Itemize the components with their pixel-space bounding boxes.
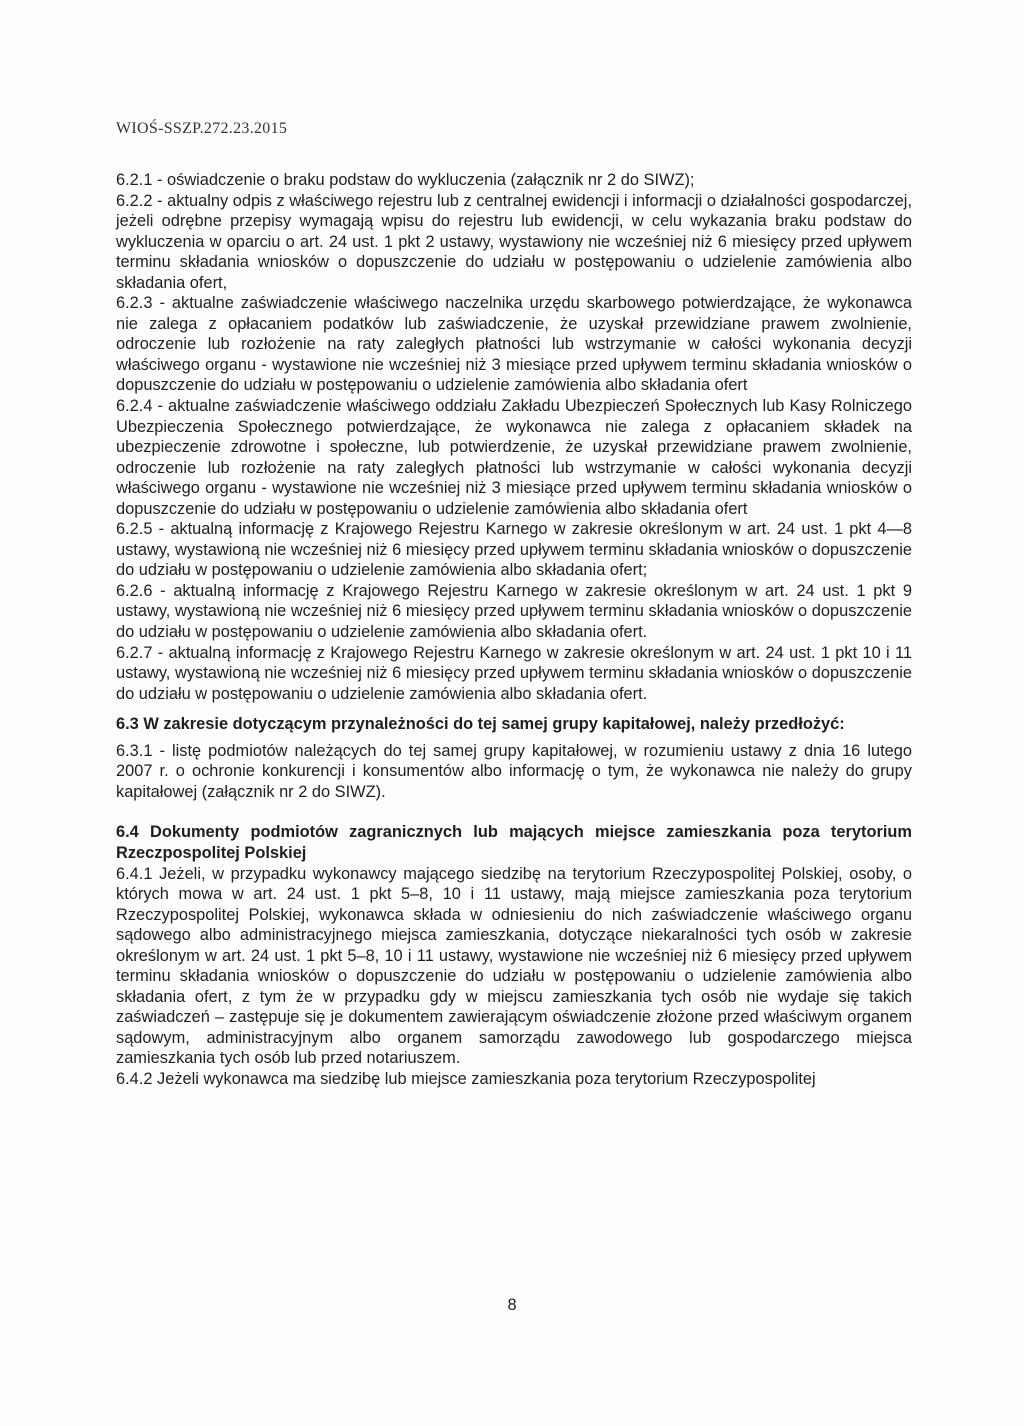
paragraph-6-2-7: 6.2.7 - aktualną informację z Krajowego Rejestru Karnego w zakresie określonym w art. 24 ust. 1 pkt 10 i 11 ustawy, wystawioną nie wcześniej niż 6 miesięcy przed upływem terminu składania wniosków o dopuszczenie do udziału w postępowaniu o udzielenie zamówienia albo składania ofert. — [116, 643, 912, 703]
page-number: 8 — [507, 1296, 517, 1314]
paragraph-6-3-1: 6.3.1 - listę podmiotów należących do tej samej grupy kapitałowej, w rozumieniu ustawy z dnia 16 lutego 2007 r. o ochronie konkurencji i konsumentów albo informację o tym, że wykonawca nie należy do grupy kapitałowej (załącznik nr 2 do SIWZ). — [116, 741, 912, 801]
document-reference: WIOŚ-SSZP.272.23.2015 — [116, 120, 288, 137]
paragraph-6-2-1: 6.2.1 - oświadczenie o braku podstaw do wykluczenia (załącznik nr 2 do SIWZ); — [116, 171, 695, 189]
paragraph-6-2-5: 6.2.5 - aktualną informację z Krajowego Rejestru Karnego w zakresie określonym w art. 24 ust. 1 pkt 4—8 ustawy, wystawioną nie wcześniej niż 6 miesięcy przed upływem terminu składania wniosków o dopuszczenie do udziału w postępowaniu o udzielenie zamówienia albo składania ofert; — [116, 520, 912, 580]
paragraph-6-2-6: 6.2.6 - aktualną informację z Krajowego Rejestru Karnego w zakresie określonym w art. 24 ust. 1 pkt 9 ustawy, wystawioną nie wcześniej niż 6 miesięcy przed upływem terminu składania wniosków o dopuszczenie do udziału w postępowaniu o udzielenie zamówienia albo składania ofert. — [116, 581, 912, 642]
section-heading-6-4: 6.4 Dokumenty podmiotów zagranicznych lub mających miejsce zamieszkania poza terytorium Rzeczpospolitej Polskiej — [116, 823, 912, 862]
document-body — [116, 170, 912, 1090]
paragraph-6-4-2: 6.4.2 Jeżeli wykonawca ma siedzibę lub miejsce zamieszkania poza terytorium Rzeczypospolitej — [116, 1069, 816, 1088]
paragraph-6-2-2: 6.2.2 - aktualny odpis z właściwego rejestru lub z centralnej ewidencji i informacji o działalności gospodarczej, jeżeli odrębne przepisy wymagają wpisu do rejestru lub ewidencji, w celu wykazania braku podstaw do wykluczenia w oparciu o art. 24 ust. 1 pkt 2 ustawy, wystawiony nie wcześniej niż 6 miesięcy przed upływem terminu składania wniosków o dopuszczenie do udziału w postępowaniu o udzielenie zamówienia albo składania ofert, — [116, 191, 912, 292]
section-heading-6-3: 6.3 W zakresie dotyczącym przynależności do tej samej grupy kapitałowej, należy przedłożyć: — [116, 715, 845, 734]
paragraph-6-2-3: 6.2.3 - aktualne zaświadczenie właściwego naczelnika urzędu skarbowego potwierdzające, że wykonawca nie zalega z opłacaniem podatków lub zaświadczenie, że uzyskał przewidziane prawem zwolnienie, odroczenie lub rozłożenie na raty zaległych płatności lub wstrzymanie w całości wykonania decyzji właściwego organu - wystawione nie wcześniej niż 3 miesiące przed upływem terminu składania wniosków o dopuszczenie do udziału w postępowaniu o udzielenie zamówienia albo składania ofert — [116, 294, 912, 395]
paragraph-6-4-1: 6.4.1 Jeżeli, w przypadku wykonawcy mającego siedzibę na terytorium Rzeczypospolitej Polskiej, osoby, o których mowa w art. 24 ust. 1 pkt 5–8, 10 i 11 ustawy, mają miejsce zamieszkania poza terytorium Rzeczypospolitej Polskiej, wykonawca składa w odniesieniu do nich zaświadczenie właściwego organu sądowego albo administracyjnego miejsca zamieszkania, dotyczące niekaralności tych osób w zakresie określonym w art. 24 ust. 1 pkt 5–8, 10 i 11 ustawy, wystawione nie wcześniej niż 6 miesięcy przed upływem terminu składania wniosków o dopuszczenie do udziału w postępowaniu o udzielenie zamówienia albo składania ofert, z tym że w przypadku gdy w miejscu zamieszkania tych osób nie wydaje się takich zaświadczeń – zastępuje się je dokumentem zawierającym oświadczenie złożone przed właściwym organem sądowym, administracyjnym albo organem samorządu zawodowego lub gospodarczego miejsca zamieszkania tych osób lub przed notariuszem. — [116, 864, 912, 1068]
paragraph-6-2-4: 6.2.4 - aktualne zaświadczenie właściwego oddziału Zakładu Ubezpieczeń Społecznych lub Kasy Rolniczego Ubezpieczenia Społecznego potwierdzające, że wykonawca nie zalega z opłacaniem składek na ubezpieczenie zdrowotne i społeczne, lub potwierdzenie, że uzyskał przewidziane prawem zwolnienie, odroczenie lub rozłożenie na raty zaległych płatności lub wstrzymanie w całości wykonania decyzji właściwego organu - wystawione nie wcześniej niż 3 miesiące przed upływem terminu składania wniosków o dopuszczenie do udziału w postępowaniu o udzielenie zamówienia albo składania ofert — [116, 397, 912, 518]
